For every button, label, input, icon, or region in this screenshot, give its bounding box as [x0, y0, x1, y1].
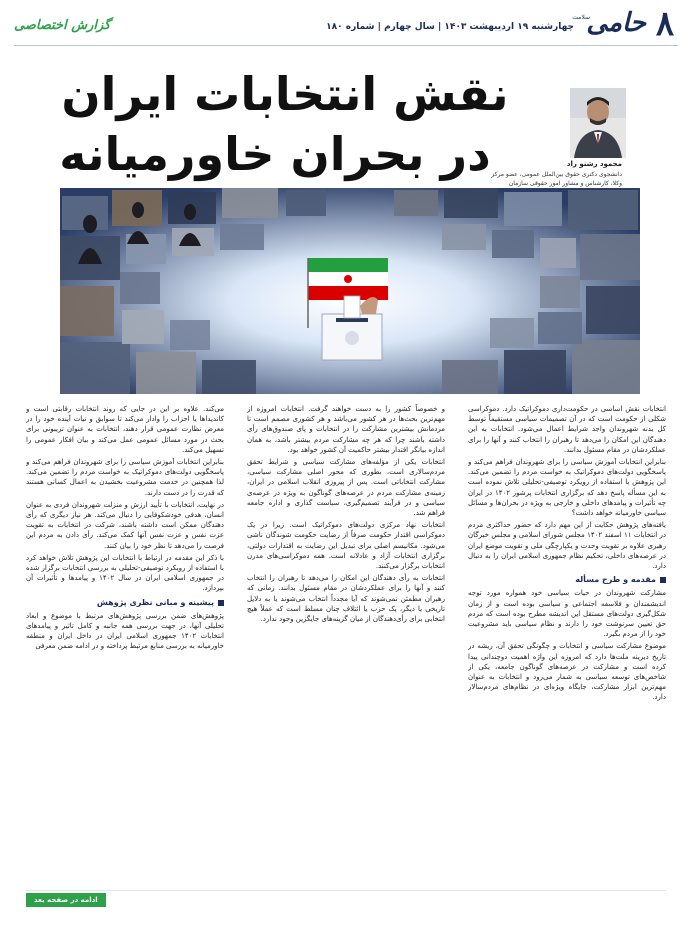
- bullet-square-icon: [660, 577, 666, 583]
- author-name: محمود رشنو راد: [566, 160, 622, 168]
- paragraph: موضوع مشارکت سیاسی و انتخابات و چگونگی تحقق آن، ریشه در تاریخ دیرینه ملت‌ها دارد که امروزه این واژه اهمیت دوچندانی پیدا کرده است و مشارکت در عرصه‌های گوناگون جامعه، یکی از شاخص‌های توسعه سیاسی به شمار می‌رود و انتخابات به عنوان مهم‌ترین ابزار مشارکت، جایگاه ویژه‌ای در نظام‌های مردم‌سالار دارد.: [468, 642, 666, 702]
- intro-heading-text: مقدمه و طرح مسأله: [575, 575, 656, 585]
- paragraph: انتخابات نهاد مرکزی دولت‌های دموکراتیک است. زیرا در یک دموکراسی اقتدار حکومت صرفاً از رضایت حکومت شوندگان ناشی می‌شود. مکانیسم اصلی برای تبدیل این رضایت به اقتدارات دولتی، برگزاری انتخابات آزاد و عادلانه است. همه دموکراسی‌های مدرن انتخابات برگزار می‌کنند.: [247, 521, 445, 571]
- page-number: ۸: [655, 4, 675, 44]
- paragraph: با ذکر این مقدمه در ارتباط با انتخابات این پژوهش تلاش خواهد کرد با استفاده از رویکرد توصیفی-تحلیلی به بررسی انتخابات برگزار شده در جمهوری اسلامی ایران در سال ۱۴۰۲ و پیامدها و تأثیرات آن بپردازد.: [26, 553, 224, 593]
- paragraph: پژوهش‌های ضمن بررسی پژوهش‌های مرتبط با موضوع و ابعاد تحلیلی آنها، در جهت بررسی همه جانبه و کامل تاثیر و پیامدهای انتخابات ۱۴۰۲ جمهوری اسلامی ایران در داخل ایران و منطقه خاورمیانه به بررسی منابع مرتبط پرداخته و در ادامه ضمن معرفی: [26, 611, 224, 651]
- logo-text: حامی: [586, 8, 646, 38]
- paragraph: مشارکت شهروندان در حیات سیاسی خود همواره مورد توجه اندیشمندان و فلاسفه اجتماعی و سیاسی بوده است و از زمان شکل‌گیری دولت‌های مستقل این اندیشه مطرح بوده است که مردم حق تعیین سرنوشت خود را دارند و نظام سیاسی باید مشروعیت خود را از مردم بگیرد.: [468, 589, 666, 639]
- paragraph: می‌کند. علاوه بر این در جایی که روند انتخابات رقابتی است و کاندیداها یا احزاب را وادار می‌کند تا سوابق و نیات آینده خود را در معرض نظارت عمومی قرار دهند، انتخابات به عنوان تریبونی برای بحث در مورد مسائل عمومی عمل می‌کند و بیان افکار عمومی را تسهیل می‌کند.: [26, 405, 224, 454]
- background-heading-text: پیشینه و مبانی نظری پژوهش: [96, 597, 214, 607]
- author-photo: [570, 88, 626, 158]
- publication-logo: [572, 8, 646, 44]
- paragraph: یافته‌های پژوهش حکایت از این مهم دارد که حضور حداکثری مردم در انتخابات ۱۱ اسفند ۱۴۰۲ مجلس شورای اسلامی و مجلس خبرگان رهبری علاوه بر تقویت وحدت و یکپارچگی ملی و تقویت موضع ایران در عرصه‌های داخلی، تحکیم نظام جمهوری اسلامی ایران را به دنبال دارد.: [468, 521, 666, 571]
- paragraph: بنابراین انتخابات آموزش سیاسی را برای شهروندان فراهم می‌کند و پاسخگویی دولت‌های دموکراتیک به خواست مردم را تضمین می‌کند. این پژوهش با استفاده از رویکرد توصیفی-تحلیلی تلاش نموده است به این مسأله پاسخ دهد که برگزاری انتخابات پرشور ۱۴۰۲ در ایران چه تأثیرات و پیامدهای داخلی و خارجی به ویژه در بحران‌ها و مسائل سیاسی خاورمیانه خواهد داشت؟: [468, 458, 666, 518]
- article-column-middle: [247, 404, 445, 884]
- article-column-right: [468, 404, 666, 884]
- paragraph: بنابراین انتخابات آموزش سیاسی را برای شهروندان فراهم می‌کند و پاسخگویی دولت‌های دموکراتیک به خواست مردم را تضمین می‌کند. لذا همچنین در خدمت مشروعیت بخشیدن به اعمال کسانی هستند که قدرت را در دست دارند.: [26, 458, 224, 497]
- author-title: دانشجوی دکتری حقوق بین‌الملل عمومی، عضو مرکز وکلا، کارشناس و مشاور امور حقوقی سازمان: [491, 171, 622, 187]
- paragraph: و خصوصاً کشور را به دست خواهند گرفت. انتخابات امروزه از مهم‌ترین بحث‌ها در هر کشور می‌باشد و هر کشوری مصمم است تا مردمانش بیشترین مشارکت را در انتخابات و پای صندوق‌های رأی داشته باشند چرا که هر چه مشارکت مردم بیشتر باشد، به همان اندازه بیانگر اقتدار بیشتر حاکمیت آن کشور خواهد بود.: [247, 405, 445, 454]
- background-heading: [26, 598, 224, 608]
- footer-divider: [26, 890, 666, 891]
- section-label: گزارش اختصاصی: [14, 18, 111, 33]
- hero-image-election-collage: [60, 188, 640, 394]
- headline-line-2: در بحران خاورمیانه: [59, 127, 491, 181]
- logo-small-text: سلامت: [572, 14, 590, 21]
- header-divider: [14, 45, 678, 46]
- article-column-left: [26, 404, 224, 884]
- continue-next-page-tag[interactable]: ادامه در صفحه بعد: [26, 893, 106, 907]
- paragraph: انتخابات نقش اساسی در حکومت‌داری دموکراتیک دارد. دموکراسی شکلی از حکومت است که در آن تصمیمات سیاسی مستقیماً توسط کل بدنه شهروندان واجد شرایط اعمال می‌شود. انتخابات به این دهندگان این امکان را می‌دهد تا رهبران را انتخاب کنند و آنها را برای عملکردشان در مقام مسئول بدانند.: [468, 405, 666, 454]
- bullet-square-icon: [218, 600, 224, 606]
- paragraph: انتخابات به رأی دهندگان این امکان را می‌دهد تا رهبران را انتخاب کنند و آنها را برای عملکردشان در مقام مسئول بدانند. زمانی که رهبران مطمئن نمی‌شوند که آیا مجدداً انتخاب می‌شوند یا به دلایل تاریخی یا دیگر، یک حزب یا ائتلاف چنان مسلط است که عملاً هیچ انتخابی برای رأی‌دهندگان از میان گزینه‌های جایگزین وجود ندارد.: [247, 574, 445, 624]
- paragraph: انتخابات یکی از مؤلفه‌های مشارکت سیاسی و شرایط تحقق مردم‌سالاری است، بطوری که محور اصلی مشارکت سیاسی، مشارکت انتخاباتی است. پس از پیروزی انقلاب اسلامی در ایران، زمینه‌ی مشارکت مردم در عرصه‌های گوناگون به ویژه در عرصه‌ی سیاسی و در فرآیند تصمیم‌گیری، سیاست گذاری و اداره جامعه فراهم شد.: [247, 458, 445, 518]
- headline-line-1: نقش انتخابات ایران: [61, 67, 509, 121]
- issue-info: چهارشنبه ۱۹ اردیبهشت ۱۴۰۳ | سال چهارم | شماره ۱۸۰: [326, 22, 574, 32]
- article-body: [26, 404, 666, 884]
- intro-heading: [468, 575, 666, 585]
- paragraph: در نهایت، انتخابات با تأیید ارزش و منزلت شهروندان فردی به عنوان انسان، هدفی خودشکوفایی را دنبال می‌کند. هر نیاز دیگری که رأی دهندگان ممکن است داشته باشند، شرکت در انتخابات به تقویت عزت نفس و عزت نفس آنها کمک می‌کند. رأی دادن به مردم این فرصت را می‌دهد تا نظر خود را بیان کنند.: [26, 500, 224, 550]
